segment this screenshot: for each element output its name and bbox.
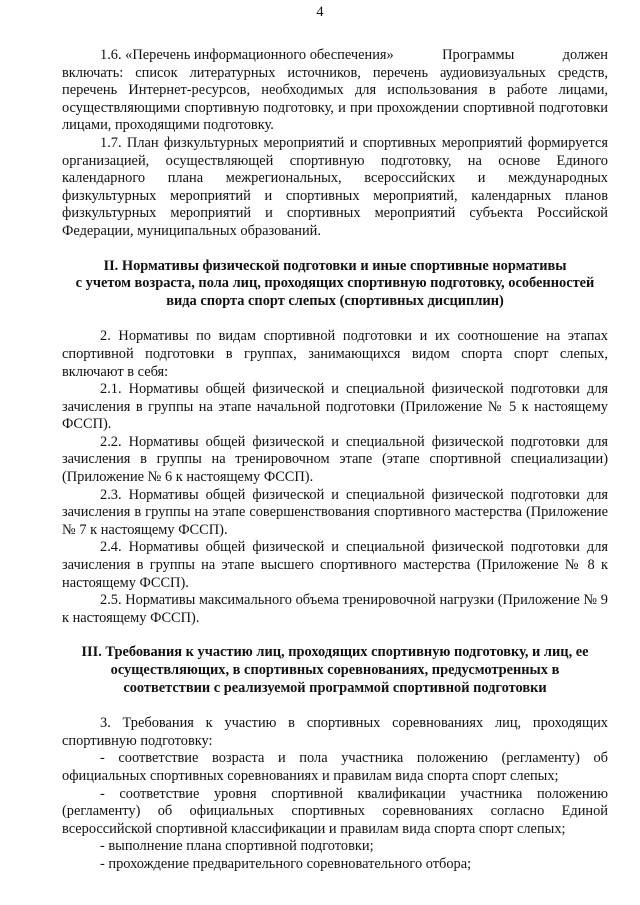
item-1-6-first-line [62, 47, 608, 65]
heading-line: с учетом возраста, пола лиц, проходящих спортивную подготовку, особенностей [75, 275, 595, 292]
paragraph-2-5: 2.5. Нормативы максимального объема тренировочной нагрузки (Приложение № 9 к настоящему ФССП). [62, 592, 608, 626]
section-3-heading [62, 644, 608, 697]
item-1-6-title: 1.6. «Перечень информационного обеспечения» [100, 47, 394, 63]
paragraph-2-1: 2.1. Нормативы общей физической и специальной физической подготовки для зачисления в группы на этапе начальной подготовки (Приложение № 5 к настоящему ФССП). [62, 381, 608, 433]
heading-line: II. Нормативы физической подготовки и иные спортивные нормативы [103, 257, 567, 274]
list-item: - соответствие возраста и пола участника положению (регламенту) об официальных спортивных соревнованиях и правилам вида спорта спорт слепых; [62, 750, 608, 784]
item-1-6-word: Программы [442, 47, 515, 63]
paragraph-2: 2. Нормативы по видам спортивной подготовки и их соотношение на этапах спортивной подготовки в группах, занимающихся видом спорта спорт слепых, включают в себя: [62, 328, 608, 380]
paragraph-1-6: включать: список литературных источников, перечень аудиовизуальных средств, перечень Интернет-ресурсов, необходимых для использования в работе лицами, осуществляющими спортивную подготовку, и при прохождении спортивной подготовки лицами, проходящими подготовку. [62, 64, 608, 134]
page-number: 4 [316, 4, 324, 20]
paragraph-2-4: 2.4. Нормативы общей физической и специальной физической подготовки для зачисления в группы на этапе высшего спортивного мастерства (Приложение № 8 к настоящему ФССП). [62, 539, 608, 591]
heading-line: соответствии с реализуемой программой спортивной подготовки [123, 679, 547, 696]
item-1-6-word: должен [562, 47, 608, 63]
heading-line: вида спорта спорт слепых (спортивных дисциплин) [166, 292, 504, 309]
section-2-heading [62, 258, 608, 311]
page-content [62, 47, 608, 874]
heading-line: осуществляющих, в спортивных соревнованиях, предусмотренных в [110, 662, 560, 678]
list-item: - соответствие уровня спортивной квалификации участника положению (регламенту) об официальных спортивных соревнованиях согласно Единой всероссийской спортивной классификации и правилам вида спорта спорт слепых; [62, 785, 608, 837]
heading-line: III. Требования к участию лиц, проходящих спортивную подготовку, и лиц, ее [81, 644, 589, 661]
paragraph-2-3: 2.3. Нормативы общей физической и специальной физической подготовки для зачисления в группы на этапе совершенствования спортивного мастерства (Приложение № 7 к настоящему ФССП). [62, 486, 608, 538]
paragraph-2-2: 2.2. Нормативы общей физической и специальной физической подготовки для зачисления в группы на тренировочном этапе (этапе спортивной специализации) (Приложение № 6 к настоящему ФССП). [62, 433, 608, 486]
list-item: - прохождение предварительного соревновательного отбора; [100, 855, 472, 872]
list-item: - выполнение плана спортивной подготовки; [100, 838, 374, 855]
paragraph-3: 3. Требования к участию в спортивных соревнованиях лиц, проходящих спортивную подготовку: [62, 715, 608, 749]
paragraph-1-7: 1.7. План физкультурных мероприятий и спортивных мероприятий формируется организацией, осуществляющей спортивную подготовку, на основе Единого календарного плана межрегиональных, всероссийских и международных физкультурных мероприятий и спортивных мероприятий, календарных планов физкультурных мероприятий и спортивных мероприятий субъекта Российской Федерации, муниципальных образований. [62, 134, 608, 239]
